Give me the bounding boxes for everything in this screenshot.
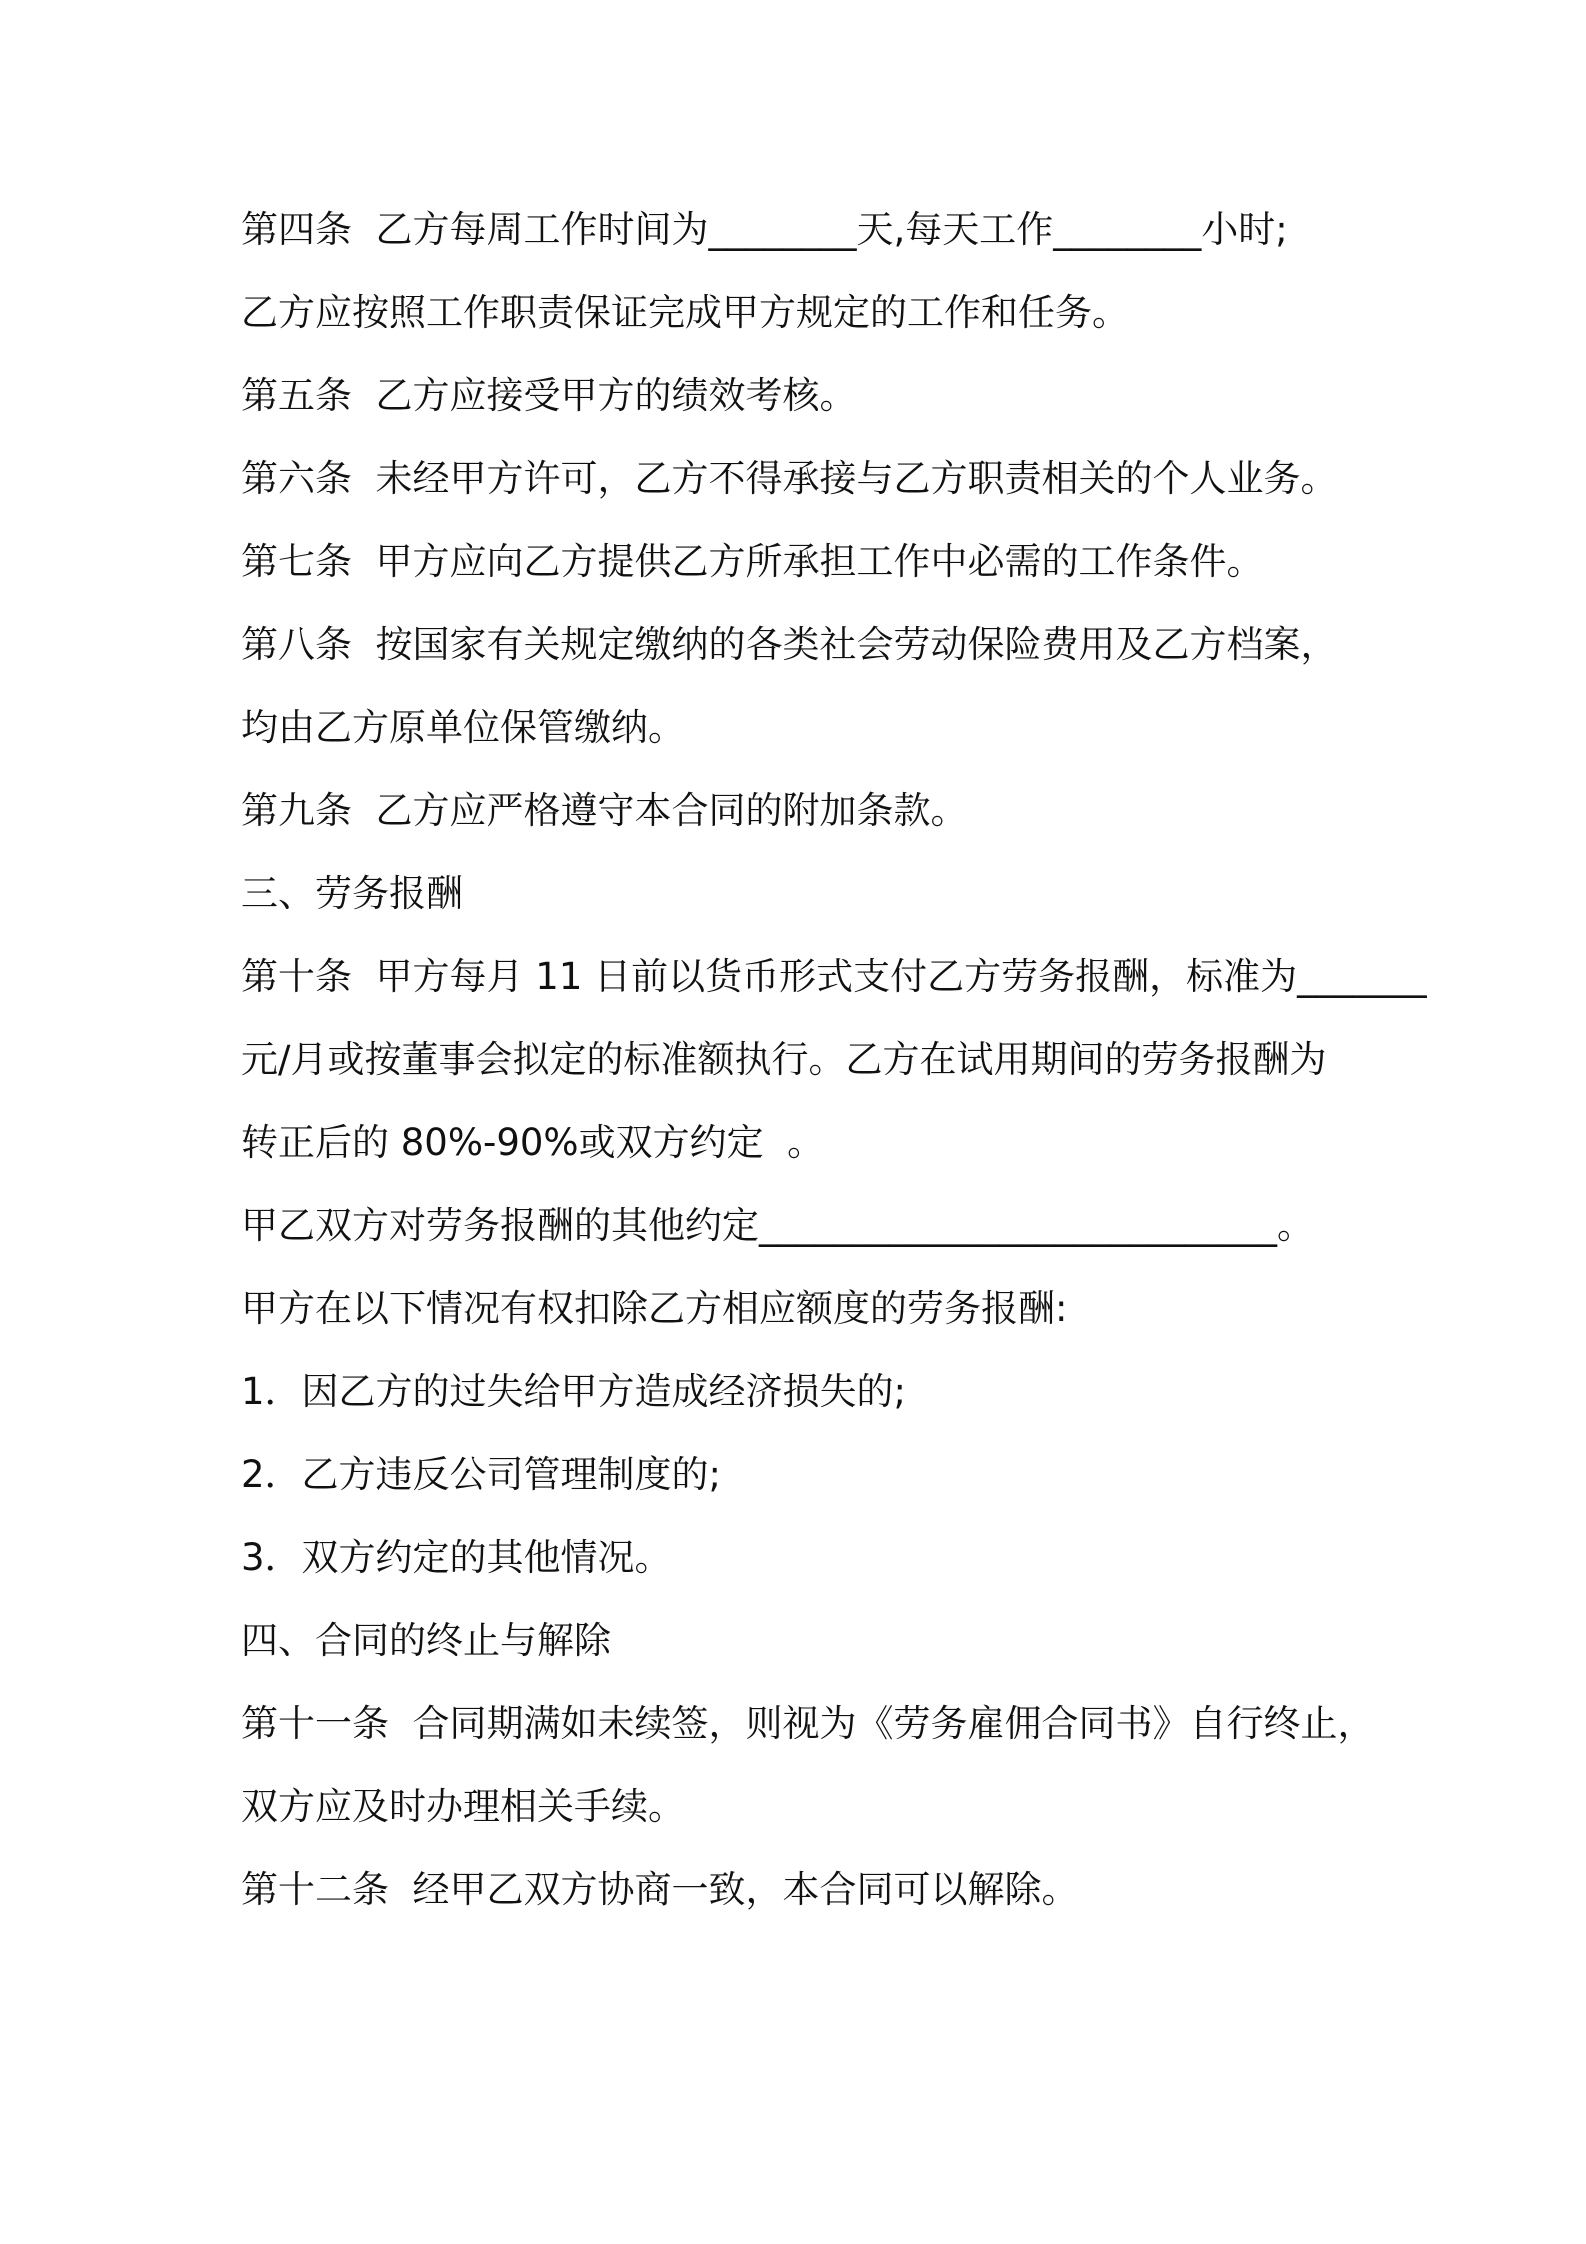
section-4-heading: 四、合同的终止与解除 [241, 1619, 611, 1662]
clause-10-line-2: 元/月或按董事会拟定的标准额执行。乙方在试用期间的劳务报酬为 [241, 1038, 1327, 1081]
section-3-heading: 三、劳务报酬 [241, 872, 463, 915]
clause-6: 第六条 未经甲方许可，乙方不得承接与乙方职责相关的个人业务。 [241, 457, 1338, 500]
clause-4-line-1: 第四条 乙方每周工作时间为________天,每天工作________小时; [241, 208, 1288, 251]
clause-9: 第九条 乙方应严格遵守本合同的附加条款。 [241, 789, 968, 832]
clause-10-line-3: 转正后的 80%-90%或双方约定 。 [241, 1121, 825, 1164]
deduction-item-2: 2．乙方违反公司管理制度的; [241, 1453, 722, 1496]
clause-8-line-2: 均由乙方原单位保管缴纳。 [241, 706, 685, 749]
deduction-item-1: 1．因乙方的过失给甲方造成经济损失的; [241, 1370, 907, 1413]
clause-5: 第五条 乙方应接受甲方的绩效考核。 [241, 374, 857, 417]
deduction-item-3: 3．双方约定的其他情况。 [241, 1536, 672, 1579]
clause-11-line-1: 第十一条 合同期满如未续签，则视为《劳务雇佣合同书》自行终止， [241, 1702, 1375, 1745]
clause-7: 第七条 甲方应向乙方提供乙方所承担工作中必需的工作条件。 [241, 540, 1264, 583]
clause-11-line-2: 双方应及时办理相关手续。 [241, 1785, 685, 1828]
clause-4-line-2: 乙方应按照工作职责保证完成甲方规定的工作和任务。 [241, 291, 1129, 334]
other-agreement-line: 甲乙双方对劳务报酬的其他约定____________________________。 [241, 1204, 1314, 1247]
clause-8-line-1: 第八条 按国家有关规定缴纳的各类社会劳动保险费用及乙方档案， [241, 623, 1338, 666]
deduction-intro: 甲方在以下情况有权扣除乙方相应额度的劳务报酬: [241, 1287, 1068, 1330]
clause-12: 第十二条 经甲乙双方协商一致，本合同可以解除。 [241, 1868, 1079, 1911]
clause-10-line-1: 第十条 甲方每月 11 日前以货币形式支付乙方劳务报酬，标准为_______ [241, 955, 1427, 998]
